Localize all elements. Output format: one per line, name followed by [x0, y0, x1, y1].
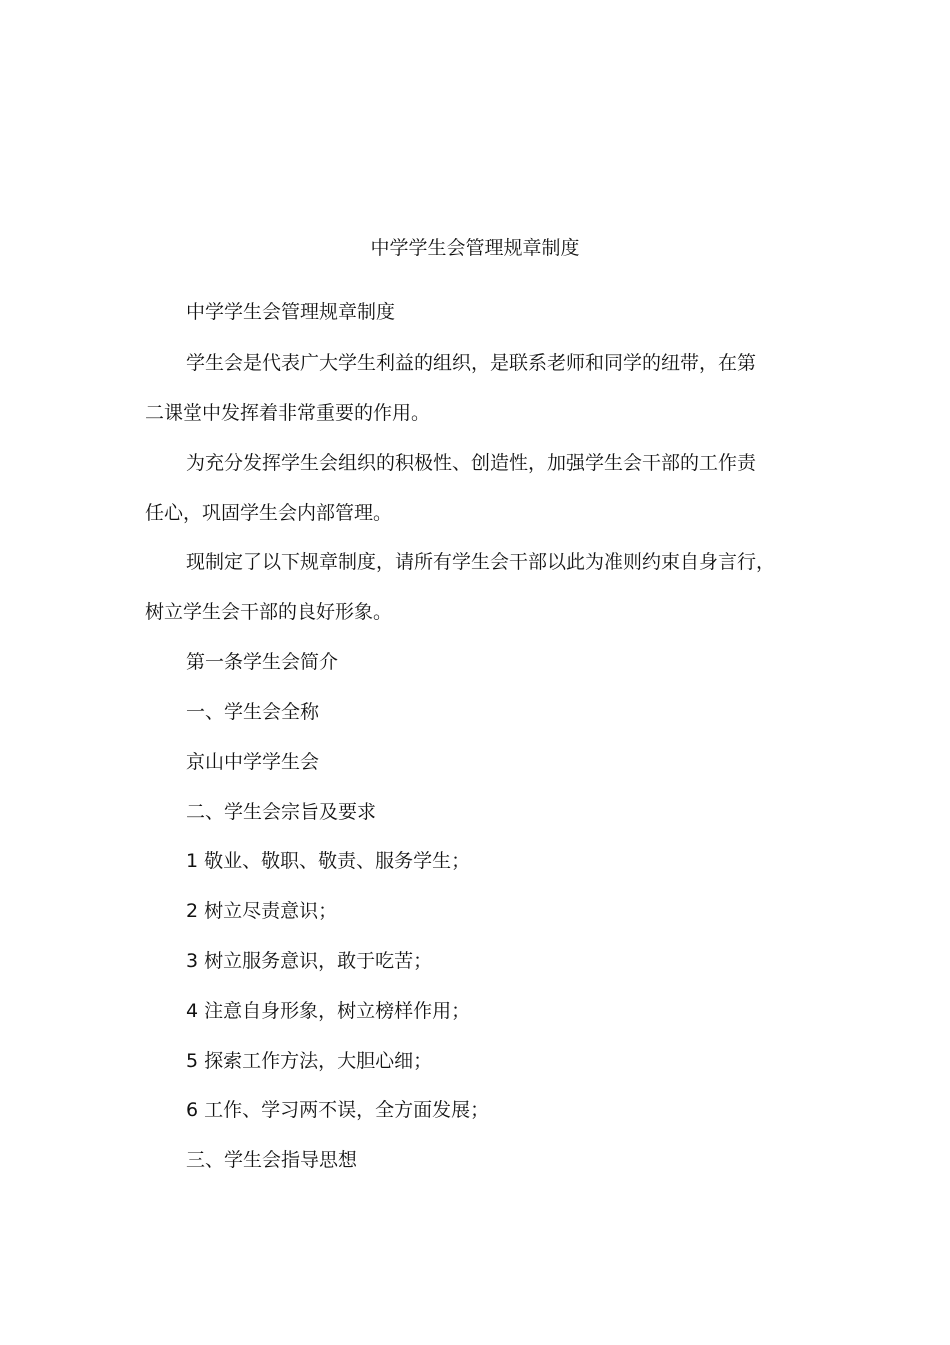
list-item: 1 敬业、敬职、敬责、服务学生； — [186, 850, 471, 872]
list-item: 4 注意自身形象，树立榜样作用； — [186, 1000, 471, 1022]
subsection-heading: 一、学生会全称 — [186, 701, 320, 723]
paragraph-line: 树立学生会干部的良好形象。 — [145, 601, 393, 623]
paragraph-line: 京山中学学生会 — [186, 751, 320, 773]
subsection-heading: 二、学生会宗旨及要求 — [186, 801, 377, 823]
paragraph-line: 为充分发挥学生会组织的积极性、创造性，加强学生会干部的工作责 — [186, 452, 757, 474]
subsection-heading: 三、学生会指导思想 — [186, 1149, 358, 1171]
paragraph-line: 二课堂中发挥着非常重要的作用。 — [145, 402, 431, 424]
list-item: 2 树立尽责意识； — [186, 900, 338, 922]
list-item: 3 树立服务意识，敢于吃苦； — [186, 950, 433, 972]
document-title: 中学学生会管理规章制度 — [370, 237, 580, 259]
list-item: 6 工作、学习两不误，全方面发展； — [186, 1099, 490, 1121]
paragraph-line: 现制定了以下规章制度，请所有学生会干部以此为准则约束自身言行， — [186, 551, 776, 573]
section-heading: 第一条学生会简介 — [186, 651, 339, 673]
paragraph-heading: 中学学生会管理规章制度 — [186, 301, 396, 323]
paragraph-line: 任心，巩固学生会内部管理。 — [145, 502, 393, 524]
paragraph-line: 学生会是代表广大学生利益的组织，是联系老师和同学的纽带，在第 — [186, 352, 757, 374]
list-item: 5 探索工作方法，大胆心细； — [186, 1050, 433, 1072]
